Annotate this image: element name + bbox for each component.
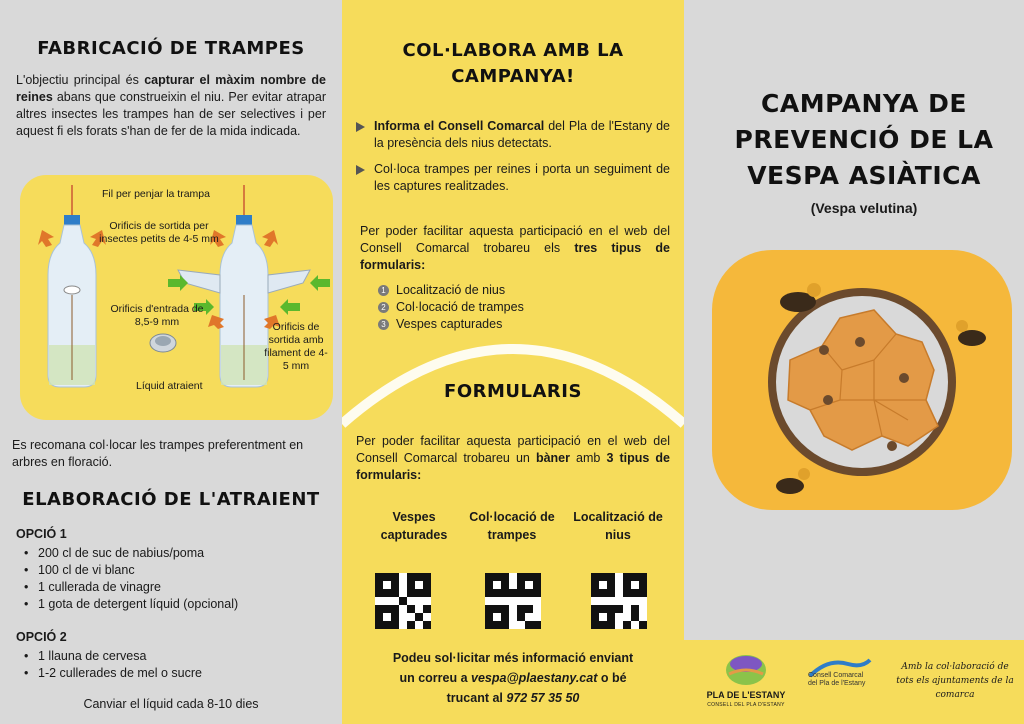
forms-list <box>376 282 656 333</box>
label-attractant-liquid: Líquid atraient <box>136 380 203 392</box>
number-badge-icon: 3 <box>378 319 389 330</box>
consell-comarcal-name: Consell Comarcal del Pla de l'Estany <box>808 672 866 687</box>
option1-label: OPCIÓ 1 <box>16 527 67 541</box>
middle-panel <box>342 0 684 724</box>
participation-text-a: Per poder facilitar aquesta participació en el web del Consell Comarcal trobareu els tres tipus de formularis: <box>360 224 670 272</box>
phone-number: 972 57 35 50 <box>506 691 580 705</box>
qr-label-traps: Col·locació de trampes <box>469 510 555 542</box>
list-item: Informa el Consell Comarcal del Pla de l'Estany de la presència dels nius detectats. <box>356 118 670 152</box>
trap-diagram <box>20 175 333 420</box>
qr-label-captured: Vespes capturades <box>380 510 448 542</box>
qr-code-nests[interactable] <box>591 573 647 629</box>
list-item: • 1-2 cullerades de mel o sucre <box>16 665 326 682</box>
trap-making-title: FABRICACIÓ DE TRAMPES <box>37 38 305 59</box>
list-item: • 1 gota de detergent líquid (opcional) <box>16 596 326 613</box>
qr-code-captured[interactable] <box>375 573 431 629</box>
pla-estany-logo <box>721 652 771 688</box>
campaign-title: CAMPANYA DE PREVENCIÓ DE LA VESPA ASIÀTICA <box>734 89 994 190</box>
wasp-map-illustration <box>712 250 1012 510</box>
recommendation-text: Es recomana col·locar les trampes preferentment en arbres en floració. <box>12 438 304 469</box>
change-liquid-note: Canviar el líquid cada 8-10 dies <box>83 697 259 711</box>
qr-code-traps[interactable] <box>485 573 541 629</box>
attractant-title: ELABORACIÓ DE L'ATRAIENT <box>22 489 320 510</box>
option2-list <box>16 648 326 682</box>
list-item: Col·loca trampes per reines i porta un seguiment de les captures realitzades. <box>356 161 670 195</box>
triangle-bullet-icon <box>356 165 365 175</box>
pla-estany-name: PLA DE L'ESTANY <box>706 690 786 700</box>
option2-label: OPCIÓ 2 <box>16 630 67 644</box>
list-item: 3 Vespes capturades <box>376 316 656 333</box>
collaboration-credits: Amb la col·laboració de tots els ajuntaments de la comarca <box>896 662 1014 700</box>
footer-logos <box>684 640 1024 724</box>
label-hang-string: Fil per penjar la trampa <box>102 188 210 200</box>
email-link[interactable]: vespa@plaestany.cat <box>471 671 598 685</box>
list-item: • 1 cullerada de vinagre <box>16 579 326 596</box>
option1-list <box>16 545 326 613</box>
number-badge-icon: 1 <box>378 285 389 296</box>
trap-intro: L'objectiu principal és capturar el màxim nombre de reines abans que construeixin el niu. Per evitar atrapar altres insectes les trampes han de ser selectives i per aquest fi els forats s'han de fer de la mida indicada. <box>16 73 326 138</box>
forms-title: FORMULARIS <box>444 381 582 402</box>
list-item: • 100 cl de vi blanc <box>16 562 326 579</box>
actions-list <box>356 118 670 204</box>
list-item: • 1 llauna de cervesa <box>16 648 326 665</box>
qr-code-icon <box>485 573 541 629</box>
contact-info: Podeu sol·licitar més informació enviant un correu a vespa@plaestany.cat o bé trucant al 972 57 35 50 <box>392 651 634 705</box>
triangle-bullet-icon <box>356 122 365 132</box>
list-item: 2 Col·locació de trampes <box>376 299 656 316</box>
qr-code-icon <box>375 573 431 629</box>
list-item: • 200 cl de suc de nabius/poma <box>16 545 326 562</box>
number-badge-icon: 2 <box>378 302 389 313</box>
pla-estany-subtext: CONSELL DEL PLA D'ESTANY <box>707 702 785 708</box>
label-entry-holes: Orificis d'entrada de 8,5-9 mm <box>110 303 204 328</box>
campaign-subtitle: (Vespa velutina) <box>810 200 918 216</box>
qr-code-icon <box>591 573 647 629</box>
right-panel <box>684 0 1024 724</box>
list-item: 1 Localització de nius <box>376 282 656 299</box>
label-small-exit-holes: Orificis de sortida per insectes petits de 4-5 mm <box>99 220 219 245</box>
qr-label-nests: Localització de nius <box>573 510 663 542</box>
participation-text-b: Per poder facilitar aquesta participació en el web del Consell Comarcal trobareu un bàner amb 3 tipus de formularis: <box>356 434 670 482</box>
collaborate-title: COL·LABORA AMB LA CAMPANYA! <box>402 40 624 87</box>
left-panel <box>0 0 342 724</box>
label-filament-exit-holes: Orificis de sortida amb filament de 4-5 mm <box>264 321 328 372</box>
